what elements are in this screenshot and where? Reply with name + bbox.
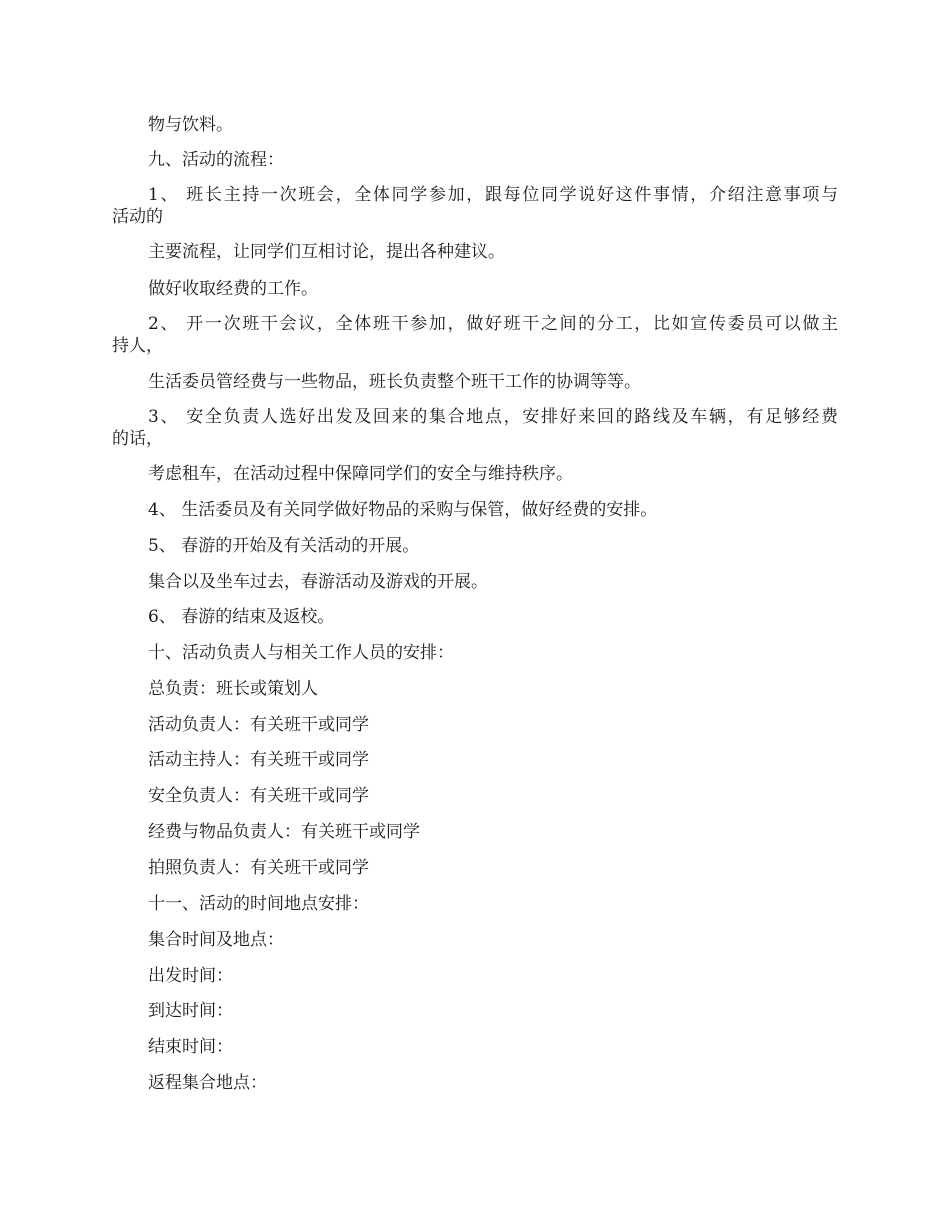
text-line: 集合时间及地点： xyxy=(148,930,284,950)
text-line: 经费与物品负责人：有关班干或同学 xyxy=(148,822,420,842)
section-heading: 十、活动负责人与相关工作人员的安排： xyxy=(148,643,454,663)
text-line: 物与饮料。 xyxy=(148,115,233,135)
text-line: 返程集合地点： xyxy=(148,1073,267,1093)
text-line: 活动主持人：有关班干或同学 xyxy=(148,750,369,770)
section-heading: 九、活动的流程： xyxy=(148,150,284,170)
paragraph-continuation: 的话， xyxy=(112,429,163,449)
text-line: 4、 生活委员及有关同学做好物品的采购与保管，做好经费的安排。 xyxy=(148,500,658,520)
text-line: 6、 春游的结束及返校。 xyxy=(148,607,335,627)
text-line: 出发时间： xyxy=(148,966,233,986)
text-line: 主要流程，让同学们互相讨论，提出各种建议。 xyxy=(148,242,505,262)
paragraph-first-line: 1、 班长主持一次班会，全体同学参加，跟每位同学说好这件事情，介绍注意事项与 xyxy=(148,185,838,205)
paragraph-first-line: 3、 安全负责人选好出发及回来的集合地点，安排好来回的路线及车辆，有足够经费 xyxy=(148,407,838,427)
paragraph-first-line: 2、 开一次班干会议，全体班干参加，做好班干之间的分工，比如宣传委员可以做主 xyxy=(148,314,838,334)
paragraph xyxy=(112,313,838,357)
paragraph xyxy=(112,184,838,228)
text-line: 活动负责人：有关班干或同学 xyxy=(148,715,369,735)
text-line: 结束时间： xyxy=(148,1037,233,1057)
text-line: 集合以及坐车过去，春游活动及游戏的开展。 xyxy=(148,572,488,592)
text-line: 安全负责人：有关班干或同学 xyxy=(148,786,369,806)
text-line: 做好收取经费的工作。 xyxy=(148,279,318,299)
text-line: 生活委员管经费与一些物品，班长负责整个班干工作的协调等等。 xyxy=(148,372,641,392)
paragraph-continuation: 活动的 xyxy=(112,207,163,227)
section-heading: 十一、活动的时间地点安排： xyxy=(148,894,369,914)
text-line: 到达时间： xyxy=(148,1001,233,1021)
text-line: 总负责：班长或策划人 xyxy=(148,679,318,699)
text-line: 拍照负责人：有关班干或同学 xyxy=(148,858,369,878)
text-line: 考虑租车，在活动过程中保障同学们的安全与维持秩序。 xyxy=(148,464,573,484)
paragraph-continuation: 持人， xyxy=(112,336,163,356)
text-line: 5、 春游的开始及有关活动的开展。 xyxy=(148,536,420,556)
paragraph xyxy=(112,406,838,450)
